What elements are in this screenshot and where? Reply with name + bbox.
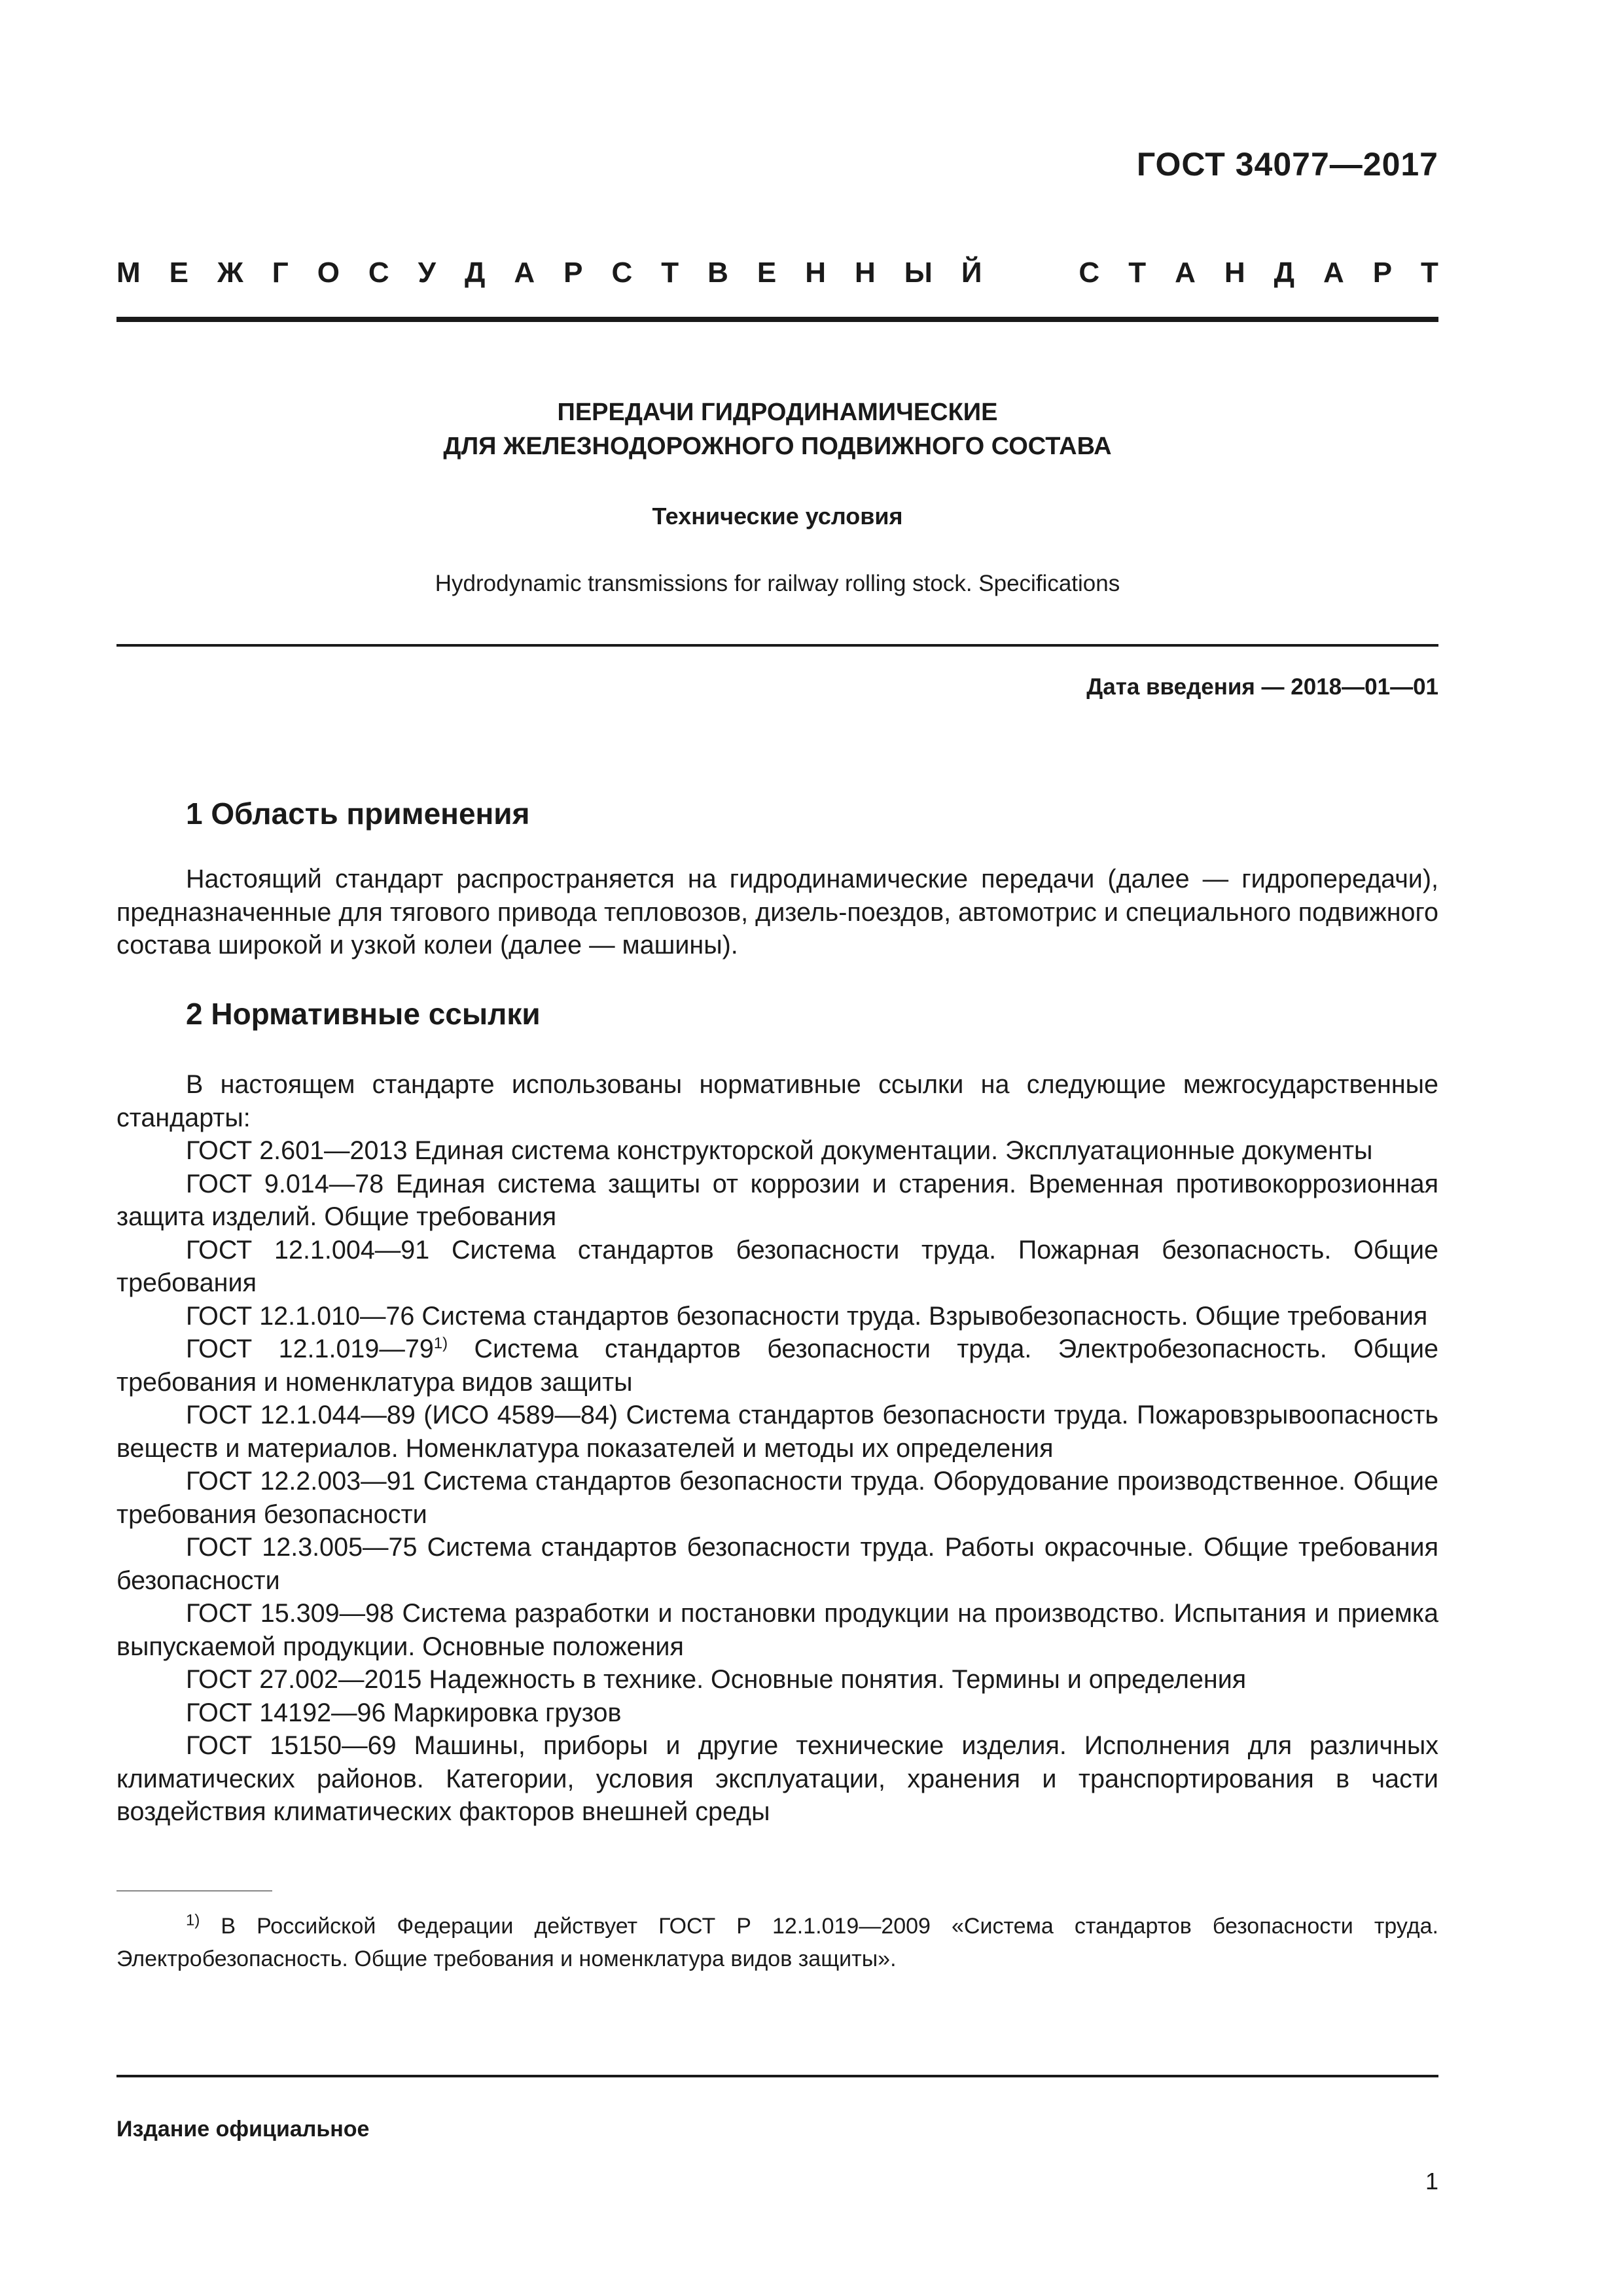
footnote-separator — [116, 1890, 272, 1892]
banner-letter: С — [368, 257, 389, 289]
reference-title: Система стандартов безопасности труда. Взрывобезопасность. Общие требования — [421, 1301, 1428, 1331]
document-subtitle: Технические условия — [652, 503, 903, 529]
banner-letter: А — [1323, 257, 1344, 289]
banner-letter: Д — [465, 257, 486, 289]
reference-item — [116, 1696, 1438, 1730]
reference-item — [116, 1531, 1438, 1597]
banner-gap — [1010, 257, 1050, 289]
reference-code: ГОСТ 2.601—2013 — [186, 1136, 408, 1165]
section-1-heading: 1 Область применения — [186, 797, 530, 831]
reference-code: ГОСТ 14192—96 — [186, 1698, 386, 1727]
reference-item — [116, 1168, 1438, 1234]
reference-item — [116, 1729, 1438, 1829]
page-number: 1 — [1425, 2168, 1438, 2195]
title-line-2: ДЛЯ ЖЕЛЕЗНОДОРОЖНОГО ПОДВИЖНОГО СОСТАВА — [443, 433, 1112, 460]
title-rule — [116, 644, 1438, 647]
reference-title: Система стандартов безопасности труда. Пожарная безопасность. Общие требования — [116, 1235, 1438, 1297]
header-rule — [116, 317, 1438, 322]
reference-code: ГОСТ 12.3.005—75 — [186, 1533, 418, 1562]
reference-item — [116, 1597, 1438, 1663]
banner-letter: Е — [169, 257, 188, 289]
reference-code: ГОСТ 12.1.004—91 — [186, 1235, 430, 1265]
reference-item — [116, 1663, 1438, 1696]
banner-letter: С — [611, 257, 633, 289]
reference-title: Система стандартов безопасности труда. Работы окрасочные. Общие требования безопасности — [116, 1533, 1439, 1595]
reference-item — [116, 1333, 1438, 1399]
banner-letter: О — [317, 257, 340, 289]
banner-letter: Ы — [904, 257, 933, 289]
reference-title: Единая система конструкторской документации. Эксплуатационные документы — [414, 1136, 1373, 1165]
reference-code: ГОСТ 12.1.019—79 — [186, 1335, 434, 1363]
references-intro: В настоящем стандарте использованы нормативные ссылки на следующие межгосударственные стандарты: — [116, 1070, 1438, 1132]
banner-letter: С — [1079, 257, 1100, 289]
interstate-standard-banner — [116, 257, 1438, 289]
reference-title: Надежность в технике. Основные понятия. Термины и определения — [429, 1665, 1247, 1694]
standard-code: ГОСТ 34077—2017 — [1136, 146, 1438, 183]
banner-letter: Р — [1372, 257, 1393, 289]
banner-letter: Р — [563, 257, 583, 289]
banner-letter: Н — [805, 257, 827, 289]
banner-letter: В — [707, 257, 728, 289]
banner-letter: Ж — [217, 257, 243, 289]
document-title — [116, 395, 1438, 463]
banner-letter: Т — [661, 257, 679, 289]
banner-letter: Т — [1421, 257, 1438, 289]
banner-letter: А — [1175, 257, 1196, 289]
reference-title: Система стандартов безопасности труда. Пожаровзрывоопасность веществ и материалов. Номенклатура показателей и методы их определения — [116, 1401, 1438, 1463]
reference-item — [116, 1465, 1438, 1531]
reference-list — [116, 1134, 1438, 1829]
english-title: Hydrodynamic transmissions for railway rolling stock. Specifications — [435, 571, 1120, 596]
reference-code: ГОСТ 15.309—98 — [186, 1599, 395, 1628]
banner-letter: Й — [961, 257, 982, 289]
footnote-ref-marker: 1) — [433, 1334, 448, 1352]
banner-letter: Т — [1128, 257, 1147, 289]
banner-letter: Д — [1274, 257, 1294, 289]
introduction-date: Дата введения — 2018—01—01 — [1086, 674, 1438, 700]
title-line-1: ПЕРЕДАЧИ ГИДРОДИНАМИЧЕСКИЕ — [557, 399, 998, 426]
banner-letter: Е — [757, 257, 777, 289]
banner-letter: У — [418, 257, 437, 289]
section-1-text: Настоящий стандарт распространяется на гидродинамические передачи (далее — гидропередачи), предназначенные для тягового привода тепловозов, дизель-поездов, автомотрис и специального подвижного состава широкой и узкой колеи (далее — машины). — [116, 865, 1438, 960]
reference-code: ГОСТ 12.1.044—89 (ИСО 4589—84) — [186, 1401, 618, 1429]
banner-letter: Г — [272, 257, 289, 289]
reference-title: Маркировка грузов — [393, 1698, 622, 1727]
reference-code: ГОСТ 9.014—78 — [186, 1169, 384, 1198]
normative-references — [116, 1068, 1438, 1829]
reference-code: ГОСТ 27.002—2015 — [186, 1665, 422, 1694]
reference-title: Система стандартов безопасности труда. Электробезопасность. Общие требования и номенклатура видов защиты — [116, 1335, 1438, 1397]
banner-letter: М — [116, 257, 141, 289]
reference-title: Система стандартов безопасности труда. Оборудование производственное. Общие требования безопасности — [116, 1467, 1439, 1529]
reference-item — [116, 1134, 1438, 1168]
reference-item — [116, 1234, 1438, 1300]
reference-title: Машины, приборы и другие технические изделия. Исполнения для различных климатических районов. Категории, условия эксплуатации, хранения и транспортирования в части воздействия климатических факторов внешней среды — [116, 1731, 1438, 1826]
footnote-marker: 1) — [186, 1911, 200, 1929]
footnote — [116, 1910, 1438, 1975]
reference-title: Единая система защиты от коррозии и старения. Временная противокоррозионная защита изделий. Общие требования — [116, 1169, 1439, 1231]
reference-code: ГОСТ 12.1.010—76 — [186, 1301, 415, 1331]
official-edition-label: Издание официальное — [116, 2117, 370, 2142]
banner-letter: А — [514, 257, 535, 289]
banner-letter: Н — [1224, 257, 1245, 289]
reference-code: ГОСТ 15150—69 — [186, 1731, 397, 1760]
reference-item — [116, 1399, 1438, 1465]
reference-code: ГОСТ 12.2.003—91 — [186, 1467, 416, 1496]
footer-rule — [116, 2075, 1438, 2077]
reference-title: Система разработки и постановки продукции на производство. Испытания и приемка выпускаемой продукции. Основные положения — [116, 1599, 1438, 1661]
section-2-heading: 2 Нормативные ссылки — [186, 997, 541, 1031]
footnote-text: В Российской Федерации действует ГОСТ Р 12.1.019—2009 «Система стандартов безопасности труда. Электробезопасность. Общие требования и номенклатура видов защиты». — [116, 1914, 1438, 1971]
reference-item — [116, 1300, 1438, 1333]
banner-letter: Н — [855, 257, 876, 289]
